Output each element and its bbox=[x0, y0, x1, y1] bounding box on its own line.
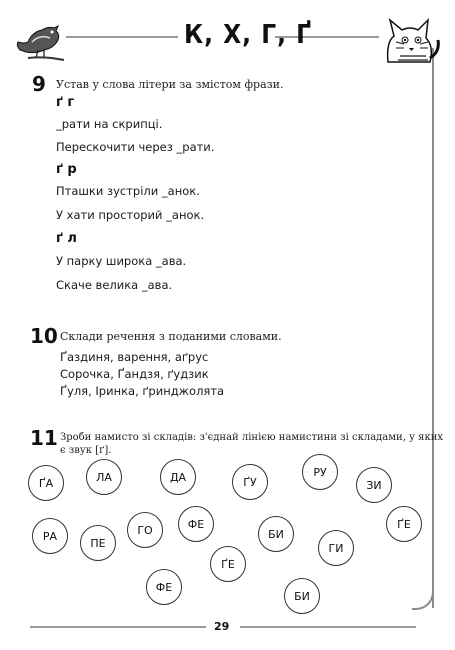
bead[interactable]: ҐЕ bbox=[210, 546, 246, 582]
letter-pair-1: ґ г bbox=[56, 95, 75, 110]
ex10-line-3: Ґуля, Іринка, ґринджолята bbox=[60, 384, 225, 398]
ex10-line-1: Ґаздиня, варення, аґрус bbox=[60, 350, 209, 364]
bead[interactable]: БИ bbox=[284, 578, 320, 614]
bead[interactable]: ПЕ bbox=[80, 525, 116, 561]
bead[interactable]: ФЕ bbox=[146, 569, 182, 605]
ex10-line-2: Сорочка, Ґандзя, ґудзик bbox=[60, 367, 209, 381]
ex9-line-6: Скаче велика _ава. bbox=[56, 278, 173, 292]
bead[interactable]: БИ bbox=[258, 516, 294, 552]
header-rule-left bbox=[66, 36, 178, 38]
exercise-11-instruction-line-1: Зроби намисто зі складів: з'єднай лінією намистини зі складами, у яких bbox=[60, 432, 443, 443]
exercise-11-instruction-line-2: є звук [ґ]. bbox=[60, 445, 112, 456]
letter-pair-2: ґ р bbox=[56, 162, 77, 177]
bead[interactable]: ГО bbox=[127, 512, 163, 548]
bead[interactable]: ДА bbox=[160, 459, 196, 495]
footer-rule-left bbox=[30, 626, 206, 628]
ex9-line-1: _рати на скрипці. bbox=[56, 117, 163, 131]
ex9-line-2: Перескочити через _рати. bbox=[56, 140, 215, 154]
letter-pair-3: ґ л bbox=[56, 231, 77, 246]
bead[interactable]: ҐУ bbox=[232, 464, 268, 500]
bead[interactable]: ЛА bbox=[86, 459, 122, 495]
page-frame-corner bbox=[412, 588, 434, 610]
exercise-10-number: 10 bbox=[30, 324, 58, 348]
ex9-line-3: Пташки зустріли _анок. bbox=[56, 184, 200, 198]
bead[interactable]: РУ bbox=[302, 454, 338, 490]
exercise-10-instruction: Склади речення з поданими словами. bbox=[60, 330, 282, 343]
exercise-9-number: 9 bbox=[32, 72, 46, 96]
page-frame-right bbox=[432, 48, 434, 608]
ex9-line-4: У хати просторий _анок. bbox=[56, 208, 205, 222]
exercise-11-number: 11 bbox=[30, 426, 58, 450]
page-number: 29 bbox=[214, 620, 230, 633]
footer-rule-right bbox=[240, 626, 416, 628]
bead[interactable]: РА bbox=[32, 518, 68, 554]
bead[interactable]: ЗИ bbox=[356, 467, 392, 503]
page-title: К, Х, Г, Ґ bbox=[184, 20, 313, 50]
bird-illustration bbox=[14, 20, 72, 64]
ex9-line-5: У парку широка _ава. bbox=[56, 254, 187, 268]
bead[interactable]: ФЕ bbox=[178, 506, 214, 542]
cat-illustration bbox=[378, 12, 444, 72]
exercise-9-instruction: Устав у слова літери за змістом фрази. bbox=[56, 78, 284, 91]
bead[interactable]: ҐА bbox=[28, 465, 64, 501]
bead[interactable]: ҐЕ bbox=[386, 506, 422, 542]
bead[interactable]: ГИ bbox=[318, 530, 354, 566]
